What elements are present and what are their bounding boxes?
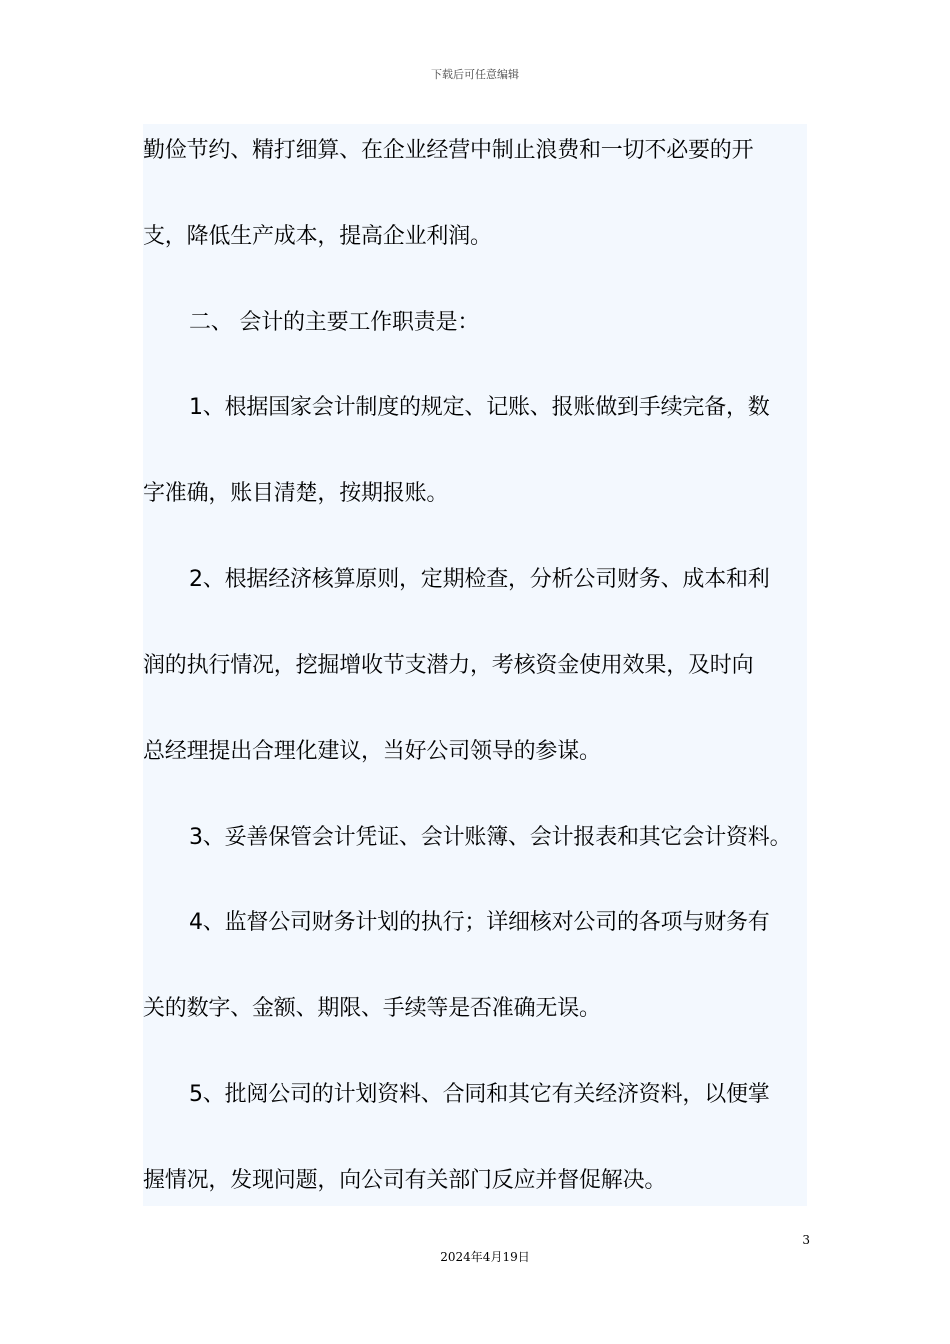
- text-line: 润的执行情况，挖掘增收节支潜力，考核资金使用效果，及时向: [143, 653, 754, 678]
- list-item: 4、监督公司财务计划的执行；详细核对公司的各项与财务有: [189, 910, 770, 935]
- text-line: 支，降低生产成本，提高企业利润。: [143, 224, 492, 249]
- list-item: 3、妥善保管会计凭证、会计账簿、会计报表和其它会计资料。: [189, 825, 792, 850]
- page-number: 3: [802, 1233, 810, 1247]
- list-item: 2、根据经济核算原则，定期检查，分析公司财务、成本和利: [189, 567, 770, 592]
- text-line: 握情况，发现问题，向公司有关部门反应并督促解决。: [143, 1168, 667, 1193]
- list-item: 1、根据国家会计制度的规定、记账、报账做到手续完备，数: [189, 395, 770, 420]
- header-note: 下载后可任意编辑: [431, 68, 519, 81]
- body-text-block: [143, 124, 807, 1206]
- list-item: 5、批阅公司的计划资料、合同和其它有关经济资料，以便掌: [189, 1082, 770, 1107]
- text-line: 关的数字、金额、期限、手续等是否准确无误。: [143, 996, 601, 1021]
- text-line: 勤俭节约、精打细算、在企业经营中制止浪费和一切不必要的开: [143, 138, 754, 163]
- text-line: 总经理提出合理化建议，当好公司领导的参谋。: [143, 739, 601, 764]
- footer-date: 2024年4月19日: [440, 1250, 530, 1264]
- text-line: 字准确，账目清楚，按期报账。: [143, 481, 449, 506]
- section-heading: 二、 会计的主要工作职责是：: [189, 310, 480, 335]
